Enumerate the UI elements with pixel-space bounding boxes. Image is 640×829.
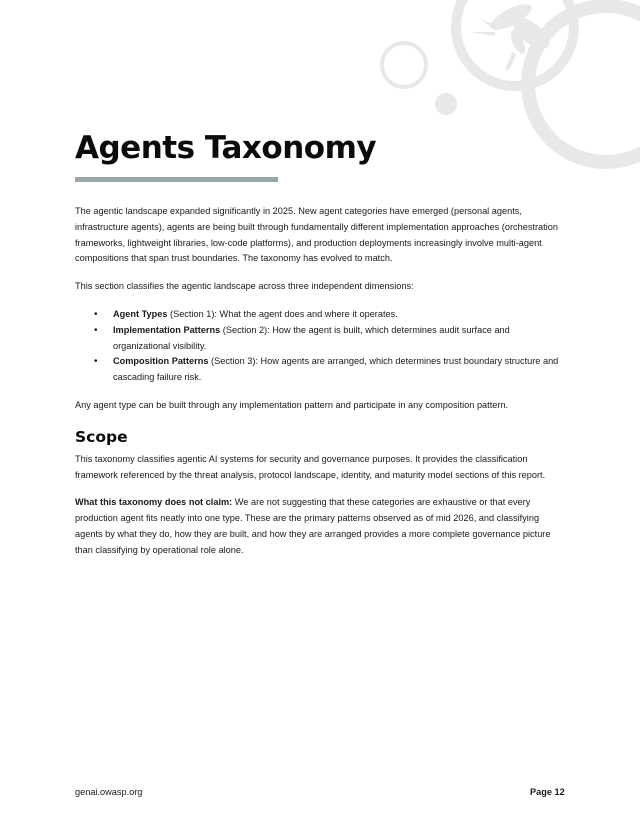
scope-heading: Scope: [75, 427, 128, 446]
decor-dot: [435, 93, 457, 115]
decor-ring-large: [528, 6, 640, 162]
dimension-description: (Section 3): How agents are arranged, which determines trust boundary structure and cascading failure risk.: [113, 356, 559, 383]
list-item: [113, 323, 567, 355]
scope-paragraph: This taxonomy classifies agentic AI systems for security and governance purposes. It provides the classification framework referenced by the threat analysis, protocol landscape, identity, and maturity model sections of this report.: [75, 453, 546, 480]
disclaimer-paragraph: [75, 495, 567, 558]
footer-page-number: Page 12: [530, 787, 565, 797]
main-content: [75, 204, 567, 571]
list-item: [113, 307, 567, 323]
intro-paragraph: The agentic landscape expanded significantly in 2025. New agent categories have emerged (personal agents, infrastructure agents), agents are being built through fundamentally different implementation approaches (orchestration frameworks, lightweight libraries, low-code platforms), and production deployments increasingly involve multi-agent compositions that span trust boundaries. The taxonomy has evolved to match.: [75, 206, 558, 264]
title-underline: [75, 177, 278, 182]
disclaimer-label: What this taxonomy does not claim:: [75, 497, 233, 508]
wasp-logo-icon: [470, 0, 554, 70]
dimension-term: Agent Types: [113, 308, 168, 319]
dimension-term: Implementation Patterns: [113, 324, 221, 335]
list-item: [113, 354, 567, 386]
dimensions-intro: This section classifies the agentic landscape across three independent dimensions:: [75, 281, 414, 292]
decor-ring-small: [382, 43, 426, 87]
page-title: Agents Taxonomy: [75, 130, 377, 166]
dimensions-list: [75, 307, 567, 386]
disclaimer-text: We are not suggesting that these categories are exhaustive or that every production agent fits neatly into one type. These are the primary patterns observed as of mid 2026, and classifying agents by what they do, how they are built, and how they are arranged provides a more complete governance picture than classifying by operational role alone.: [75, 497, 551, 555]
dimensions-outro: Any agent type can be built through any implementation pattern and participate in any composition pattern.: [75, 399, 509, 410]
footer-site: genai.owasp.org: [75, 787, 143, 797]
decor-logo-ring: [456, 0, 574, 86]
dimension-description: (Section 1): What the agent does and where it operates.: [167, 308, 398, 319]
dimension-description: (Section 2): How the agent is built, which determines audit surface and organizational visibility.: [113, 324, 510, 351]
dimension-term: Composition Patterns: [113, 356, 209, 367]
